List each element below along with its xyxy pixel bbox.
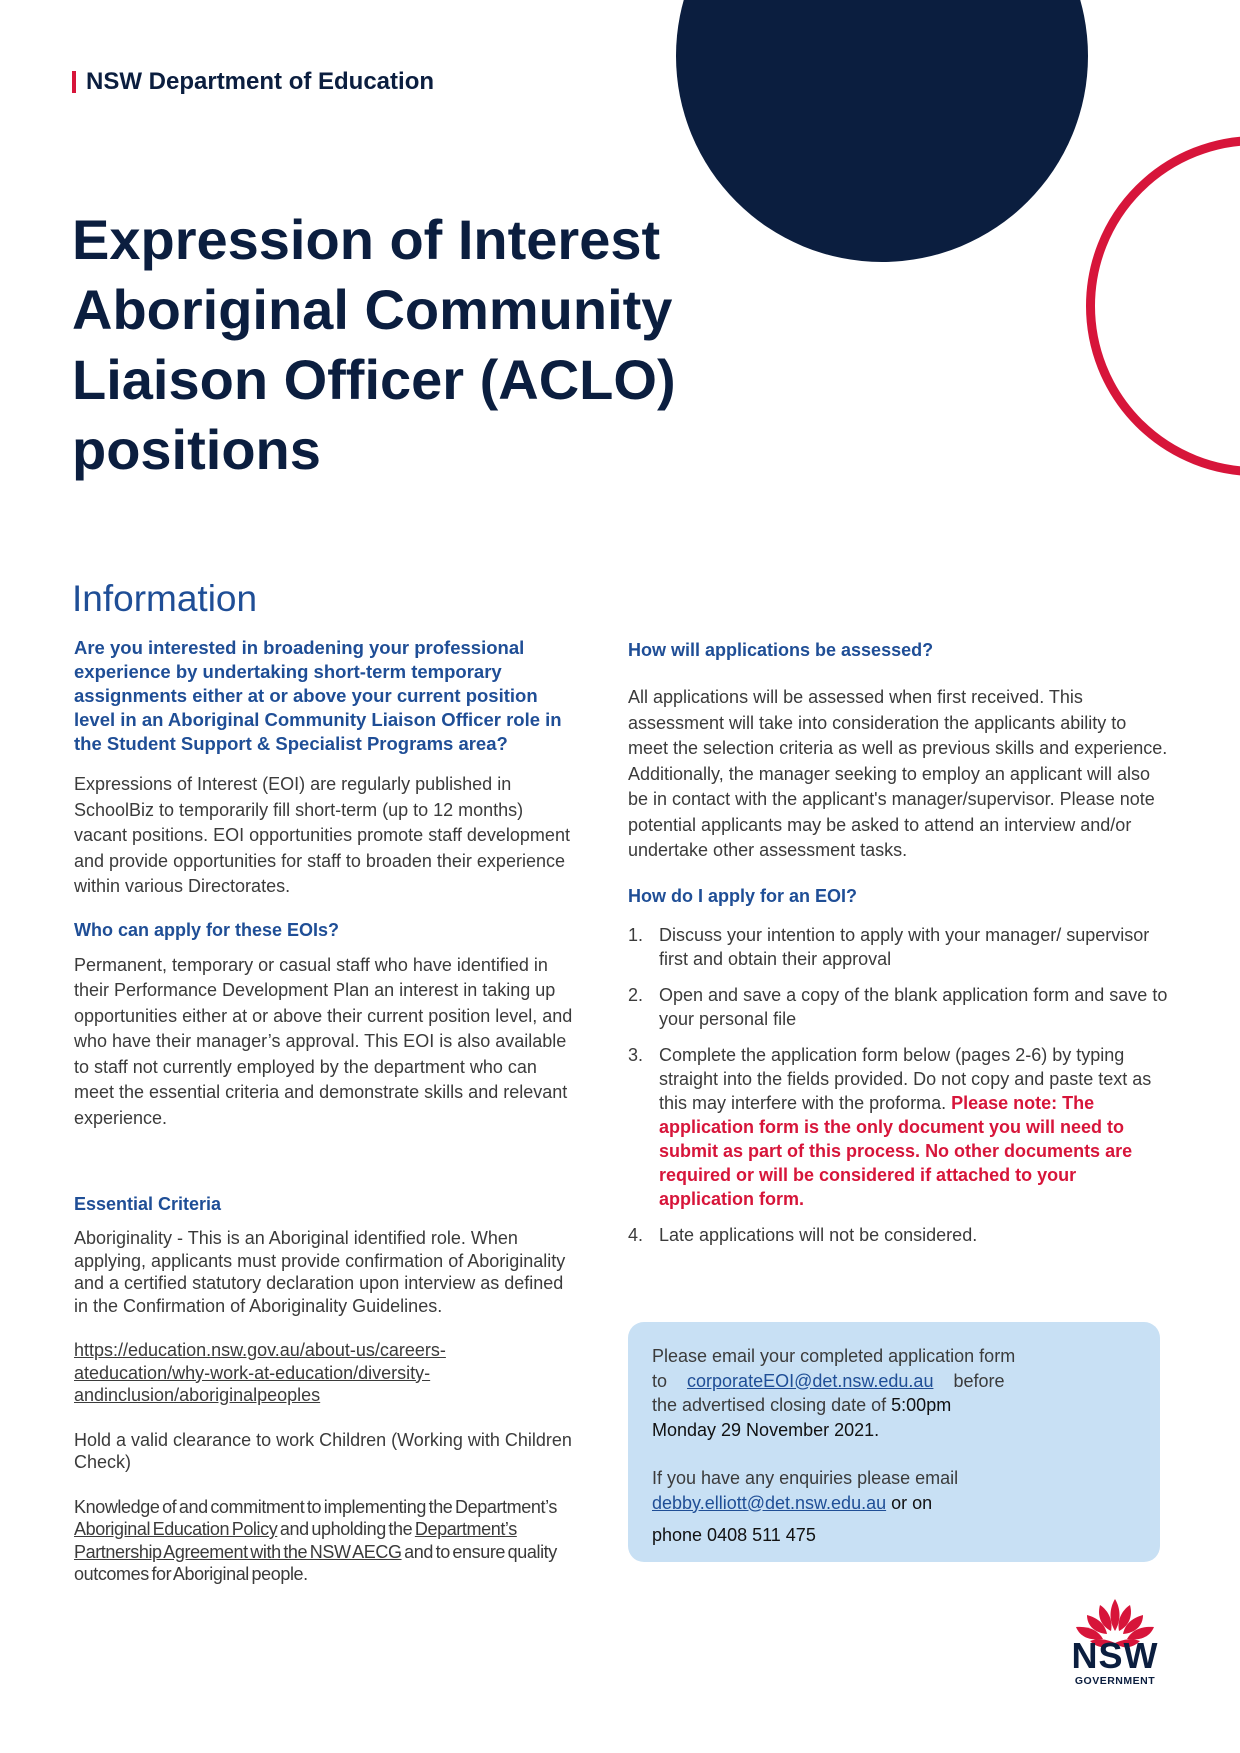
knowledge-text: Knowledge of and commitment to implementing the Department’s [74,1496,557,1517]
important-note: Please note: The application form is the only document you will need to submit as part of this process. No other documents are required or will be considered if attached to your application form. [659,1092,1133,1209]
title-line: Liaison Officer (ACLO) [72,348,676,411]
who-can-apply-text: Permanent, temporary or casual staff who have identified in their Performance Development Plan an interest in taking up opportunities either at or above their current position level, and who have their manager’s approval. This EOI is also available to staff not currently employed by the department who can meet the essential criteria and demonstrate skills and relevant experience. [74,954,573,1128]
before-label: before [953,1370,1005,1391]
step-number: 4. [628,1224,644,1245]
list-item [628,1223,1168,1247]
enquiries-text: If you have any enquiries please email [652,1468,959,1488]
step-text: Complete the application form below (pages 2-6) by typing straight into the fields provided. Do not copy and paste text as this may interfere with the proforma. [659,1044,1152,1113]
email-instruction: Please email your completed application form [652,1346,1016,1366]
lead-question: Are you interested in broadening your professional experience by undertaking short-term temporary assignments either at or above your current position level in an Aboriginal Community Liaison Officer role in the Student Support & Specialist Programs area? [74,637,562,754]
page-title [72,205,832,485]
aboriginality-criteria-text: Aboriginality - This is an Aboriginal identified role. When applying, applicants must provide confirmation of Aboriginality and a certified statutory declaration upon interview as defined in the Confirmation of Aboriginality Guidelines. [74,1228,566,1316]
essential-criteria-heading: Essential Criteria [74,1194,222,1214]
department-header [72,68,434,96]
email-line [652,1369,1136,1394]
step-number: 1. [628,924,644,945]
assessment-heading: How will applications be assessed? [628,640,934,660]
knowledge-text: and upholding the [277,1519,415,1539]
contact-info-box [628,1322,1160,1562]
step-text: Open and save a copy of the blank application form and save to your personal file [659,984,1168,1029]
left-column [74,636,579,1586]
assessment-text: All applications will be assessed when first received. This assessment will take into consideration the applicants ability to meet the selection criteria as well as previous skills and experience. Additionally, the manager seeking to employ an applicant will also be in contact with the applicant's manager/supervisor. Please note potential applicants may be asked to attend an interview and/or undertake other assessment tasks. [628,687,1168,860]
who-can-apply-heading: Who can apply for these EOIs? [74,919,340,940]
section-title-information: Information [72,578,258,619]
partnership-agreement-link[interactable]: Department’s Partnership Agreement with the NSW AECG [74,1519,517,1562]
accent-bar [72,71,76,93]
title-line: Aboriginal Community [72,278,673,341]
corporate-eoi-email-link[interactable]: corporateEOI@det.nsw.edu.au [687,1370,934,1391]
title-line: positions [72,418,321,481]
apply-steps-list [628,923,1168,1247]
or-on-text: or on [886,1492,933,1513]
step-text: Late applications will not be considered. [659,1224,978,1245]
enquiries-email-line [652,1491,1136,1516]
closing-time: 5:00pm [891,1395,952,1415]
nsw-government-logo [1064,1635,1166,1687]
clearance-text: Hold a valid clearance to work Children (Working with Children Check) [74,1429,572,1472]
closing-prefix: the advertised closing date of [652,1395,892,1415]
logo-name: NSW [1071,1635,1159,1676]
closing-date: Monday 29 November 2021. [652,1419,880,1440]
list-item [628,983,1168,1031]
right-column [628,640,1168,1259]
enquiries-email-link[interactable]: debby.elliott@det.nsw.edu.au [652,1492,887,1513]
logo-subtitle: GOVERNMENT [1074,1675,1156,1687]
aboriginal-peoples-link[interactable]: https://education.nsw.gov.au/about-us/careers-ateducation/why-work-at-education/diversity-andinclusion/aboriginalpeoples [74,1340,446,1405]
intro-paragraph: Expressions of Interest (EOI) are regularly published in SchoolBiz to temporarily fill short-term (up to 12 months) vacant positions. EOI opportunities promote staff development and provide opportunities for staff to broaden their experience within various Directorates. [74,774,570,896]
phone-number: phone 0408 511 475 [652,1525,816,1545]
to-label: to [652,1370,668,1391]
list-item [628,923,1168,971]
department-name: NSW Department of Education [86,68,435,95]
step-number: 3. [628,1044,644,1065]
knowledge-criteria [74,1496,579,1586]
aboriginal-education-policy-link[interactable]: Aboriginal Education Policy [74,1519,278,1539]
decorative-red-ring [1086,136,1240,476]
list-item [628,1043,1168,1211]
title-line: Expression of Interest [72,208,661,271]
apply-heading: How do I apply for an EOI? [628,885,858,906]
knowledge-text: and to ensure quality outcomes for Aboriginal people. [74,1541,557,1584]
step-text: Discuss your intention to apply with your manager/ supervisor first and obtain their approval [659,924,1150,969]
step-number: 2. [628,984,644,1005]
closing-date-line [652,1393,1136,1418]
